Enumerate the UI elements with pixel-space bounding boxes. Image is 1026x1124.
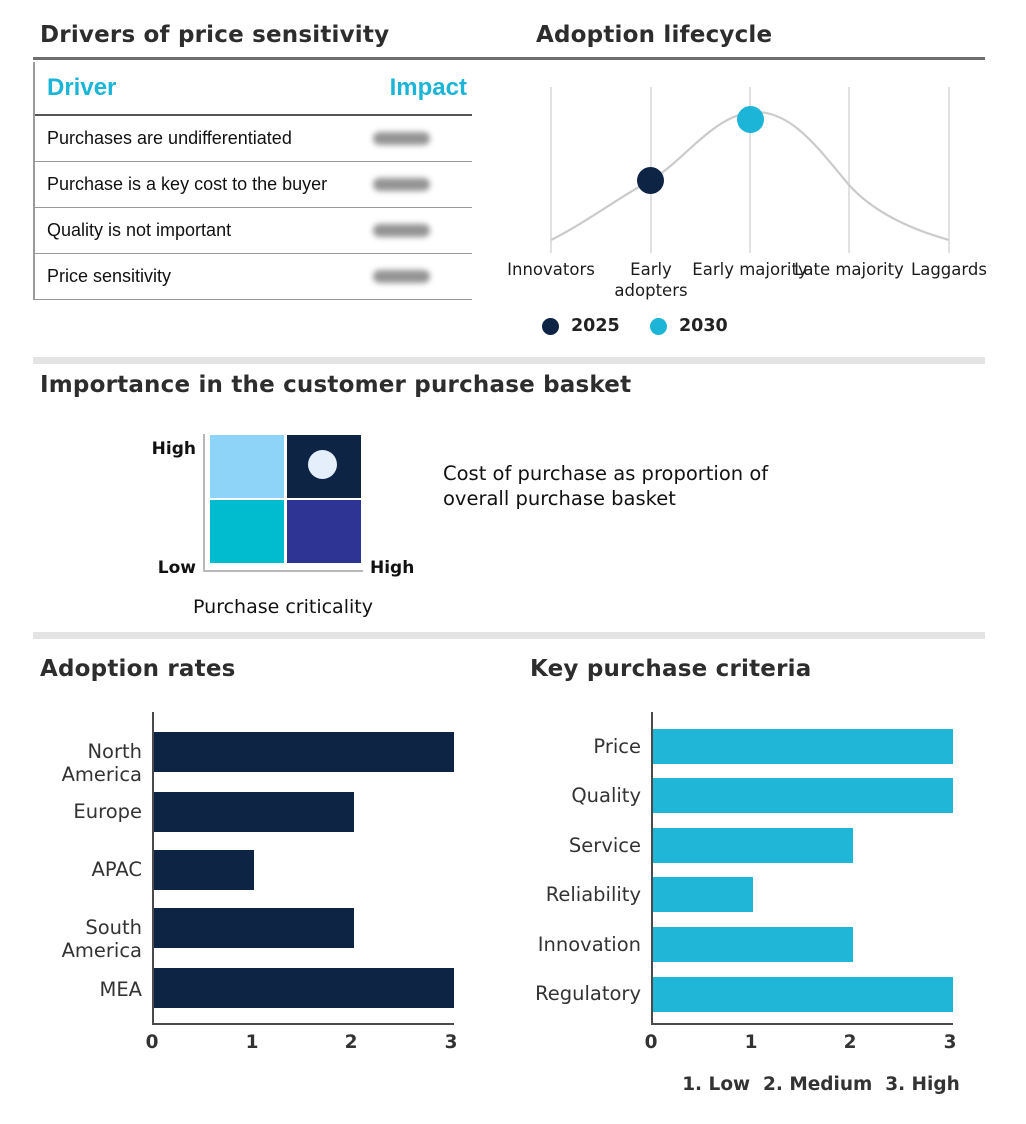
y-low-label: Low bbox=[157, 558, 196, 578]
table-row bbox=[35, 116, 472, 162]
y-tick-label: Regulatory bbox=[535, 982, 641, 1005]
section-separator bbox=[33, 632, 985, 639]
bar-apac bbox=[154, 850, 254, 890]
x-tick-label: Late majority bbox=[794, 260, 904, 279]
matrix-marker-dot bbox=[308, 450, 337, 479]
y-tick-label: Reliability bbox=[545, 883, 641, 906]
scale-legend-note: 1. Low 2. Medium 3. High bbox=[682, 1074, 960, 1095]
bar-price bbox=[653, 729, 953, 764]
y-tick-label: Service bbox=[568, 834, 641, 857]
bar-regulatory bbox=[653, 977, 953, 1012]
adoption-rates-title: Adoption rates bbox=[40, 656, 236, 682]
drivers-table bbox=[33, 62, 472, 300]
bar-reliability bbox=[653, 877, 753, 912]
matrix-y-axis bbox=[203, 434, 205, 572]
driver-cell: Quality is not important bbox=[47, 220, 232, 240]
x-tick: 3 bbox=[444, 1032, 458, 1053]
section-separator bbox=[33, 357, 985, 364]
y-tick-label: Price bbox=[593, 735, 641, 758]
quadrant-bottom-left bbox=[210, 500, 284, 563]
legend-label-2030: 2030 bbox=[679, 316, 728, 336]
x-tick-label: Innovators bbox=[507, 260, 595, 279]
drivers-section-title: Drivers of price sensitivity bbox=[40, 22, 390, 48]
driver-cell: Purchases are undifferentiated bbox=[47, 128, 292, 148]
x-high-label: High bbox=[370, 558, 415, 578]
legend-swatch-2030 bbox=[650, 318, 667, 335]
y-tick-label: North America bbox=[61, 740, 142, 786]
bar-innovation bbox=[653, 927, 853, 962]
y-tick-label: MEA bbox=[99, 978, 142, 1001]
x-tick: 2 bbox=[344, 1032, 358, 1053]
x-tick: 1 bbox=[245, 1032, 259, 1053]
table-row bbox=[35, 162, 472, 208]
adoption-curve bbox=[533, 80, 1003, 345]
y-tick-label: Quality bbox=[571, 784, 641, 807]
x-tick: 2 bbox=[843, 1032, 857, 1053]
legend-label-2025: 2025 bbox=[571, 316, 620, 336]
y-tick-label: Europe bbox=[73, 800, 142, 823]
quadrant-bottom-right bbox=[287, 500, 361, 563]
quadrant-top-left bbox=[210, 435, 284, 498]
data-point-2025 bbox=[637, 167, 664, 194]
lifecycle-section-title: Adoption lifecycle bbox=[536, 22, 773, 48]
adoption-rates-plot bbox=[152, 712, 454, 1025]
bar-mea bbox=[154, 968, 454, 1008]
y-high-label: High bbox=[151, 439, 196, 459]
impact-value-blurred bbox=[373, 224, 430, 237]
y-tick-label: South America bbox=[61, 916, 142, 962]
impact-value-blurred bbox=[373, 178, 430, 191]
y-tick-label: APAC bbox=[91, 858, 142, 881]
x-tick: 3 bbox=[943, 1032, 957, 1053]
driver-cell: Price sensitivity bbox=[47, 266, 172, 286]
criteria-title: Key purchase criteria bbox=[530, 656, 812, 682]
impact-value-blurred bbox=[373, 270, 430, 283]
driver-cell: Purchase is a key cost to the buyer bbox=[47, 174, 328, 194]
impact-column-header: Impact bbox=[389, 74, 467, 101]
x-tick-label: Laggards bbox=[911, 260, 987, 279]
driver-column-header: Driver bbox=[47, 74, 117, 101]
legend-swatch-2025 bbox=[542, 318, 559, 335]
basket-section-title: Importance in the customer purchase basket bbox=[40, 372, 632, 398]
bar-service bbox=[653, 828, 853, 863]
drivers-table-header bbox=[35, 62, 472, 116]
bar-europe bbox=[154, 792, 354, 832]
matrix-x-axis bbox=[203, 570, 363, 572]
impact-value-blurred bbox=[373, 132, 430, 145]
bar-quality bbox=[653, 778, 953, 813]
x-tick: 1 bbox=[744, 1032, 758, 1053]
x-tick: 0 bbox=[145, 1032, 159, 1053]
criteria-plot bbox=[651, 712, 953, 1025]
table-row bbox=[35, 208, 472, 254]
matrix-x-axis-title: Purchase criticality bbox=[193, 596, 373, 618]
x-tick-label: Early majority bbox=[692, 260, 808, 279]
x-tick-label: Early adopters bbox=[614, 260, 688, 300]
bar-south-america bbox=[154, 908, 354, 948]
adoption-lifecycle-chart bbox=[507, 80, 1003, 345]
bar-north-america bbox=[154, 732, 454, 772]
heading-rule bbox=[33, 57, 985, 60]
x-tick: 0 bbox=[644, 1032, 658, 1053]
y-tick-label: Innovation bbox=[537, 933, 641, 956]
matrix-annotation: Cost of purchase as proportion of overall purchase basket bbox=[443, 462, 769, 510]
table-row bbox=[35, 254, 472, 300]
data-point-2030 bbox=[737, 106, 764, 133]
